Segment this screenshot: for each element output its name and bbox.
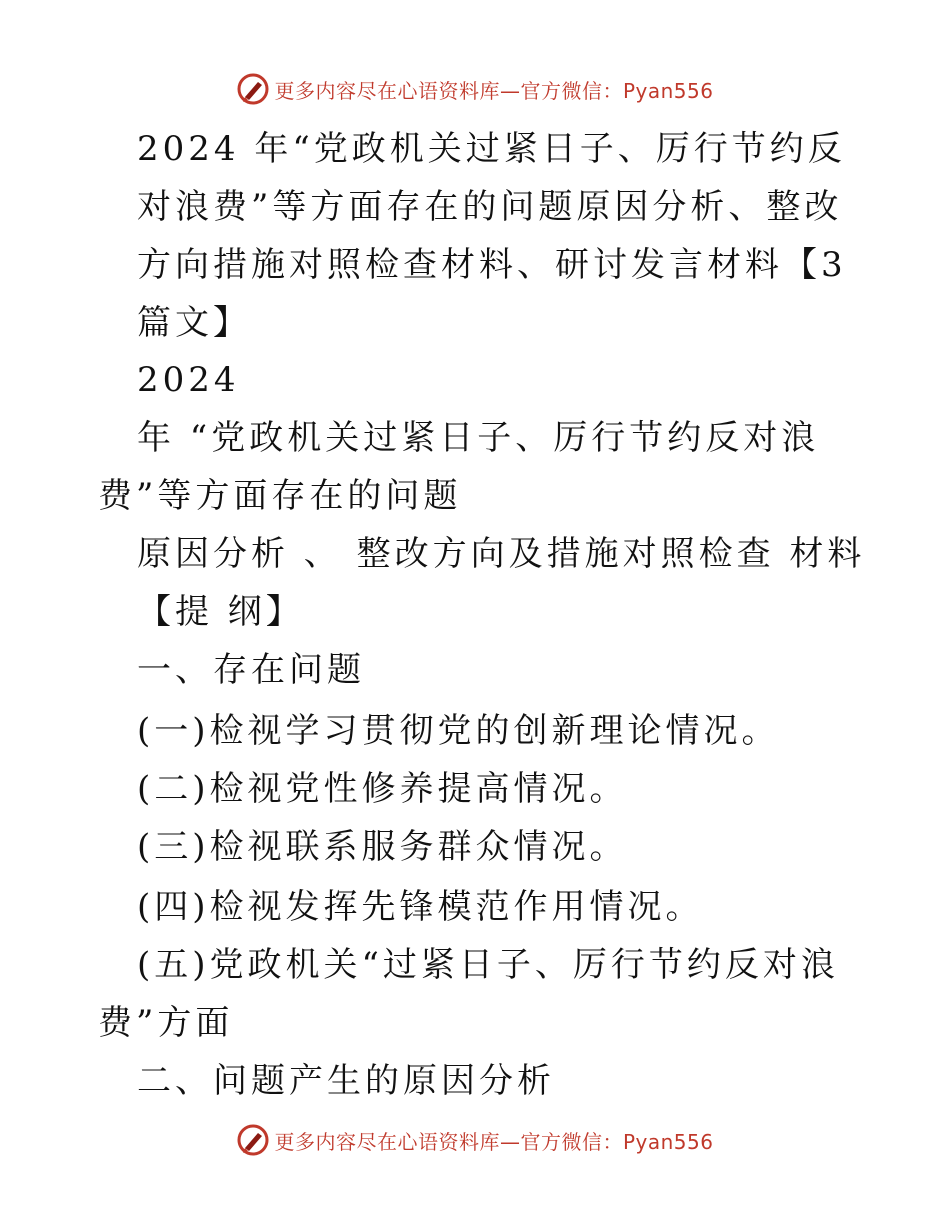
pen-logo-icon <box>236 1123 270 1157</box>
outline-heading: 【提 纲】 <box>137 592 304 632</box>
list-item: (四)检视发挥先锋模范作用情况。 <box>137 887 704 927</box>
body-line: 原因分析 、 整改方向及措施对照检查 材料 <box>137 534 866 574</box>
title-line: 2024 年“党政机关过紧日子、厉行节约反 <box>137 129 846 169</box>
title-line: 篇文】 <box>137 303 251 343</box>
list-item: (三)检视联系服务群众情况。 <box>137 827 628 867</box>
list-item: (二)检视党性修养提高情况。 <box>137 769 628 809</box>
watermark-footer <box>0 1123 950 1157</box>
list-item-continuation: 费”方面 <box>98 1003 234 1043</box>
section-heading: 二、问题产生的原因分析 <box>137 1061 555 1101</box>
watermark-text: 更多内容尽在心语资料库—官方微信：Pyan556 <box>274 78 714 103</box>
body-line: 费”等方面存在的问题 <box>98 476 462 516</box>
watermark-header <box>0 72 950 106</box>
section-heading: 一、存在问题 <box>137 650 365 690</box>
watermark-text: 更多内容尽在心语资料库—官方微信：Pyan556 <box>274 1129 714 1154</box>
body-line: 2024 <box>137 360 240 400</box>
body-line: 年 “党政机关过紧日子、厉行节约反对浪 <box>137 418 820 458</box>
list-item: (五)党政机关“过紧日子、厉行节约反对浪 <box>137 945 839 985</box>
list-item: (一)检视学习贯彻党的创新理论情况。 <box>137 711 780 751</box>
title-line: 对浪费”等方面存在的问题原因分析、整改 <box>137 187 843 227</box>
title-line: 方向措施对照检查材料、研讨发言材料【3 <box>137 245 847 285</box>
pen-logo-icon <box>236 72 270 106</box>
